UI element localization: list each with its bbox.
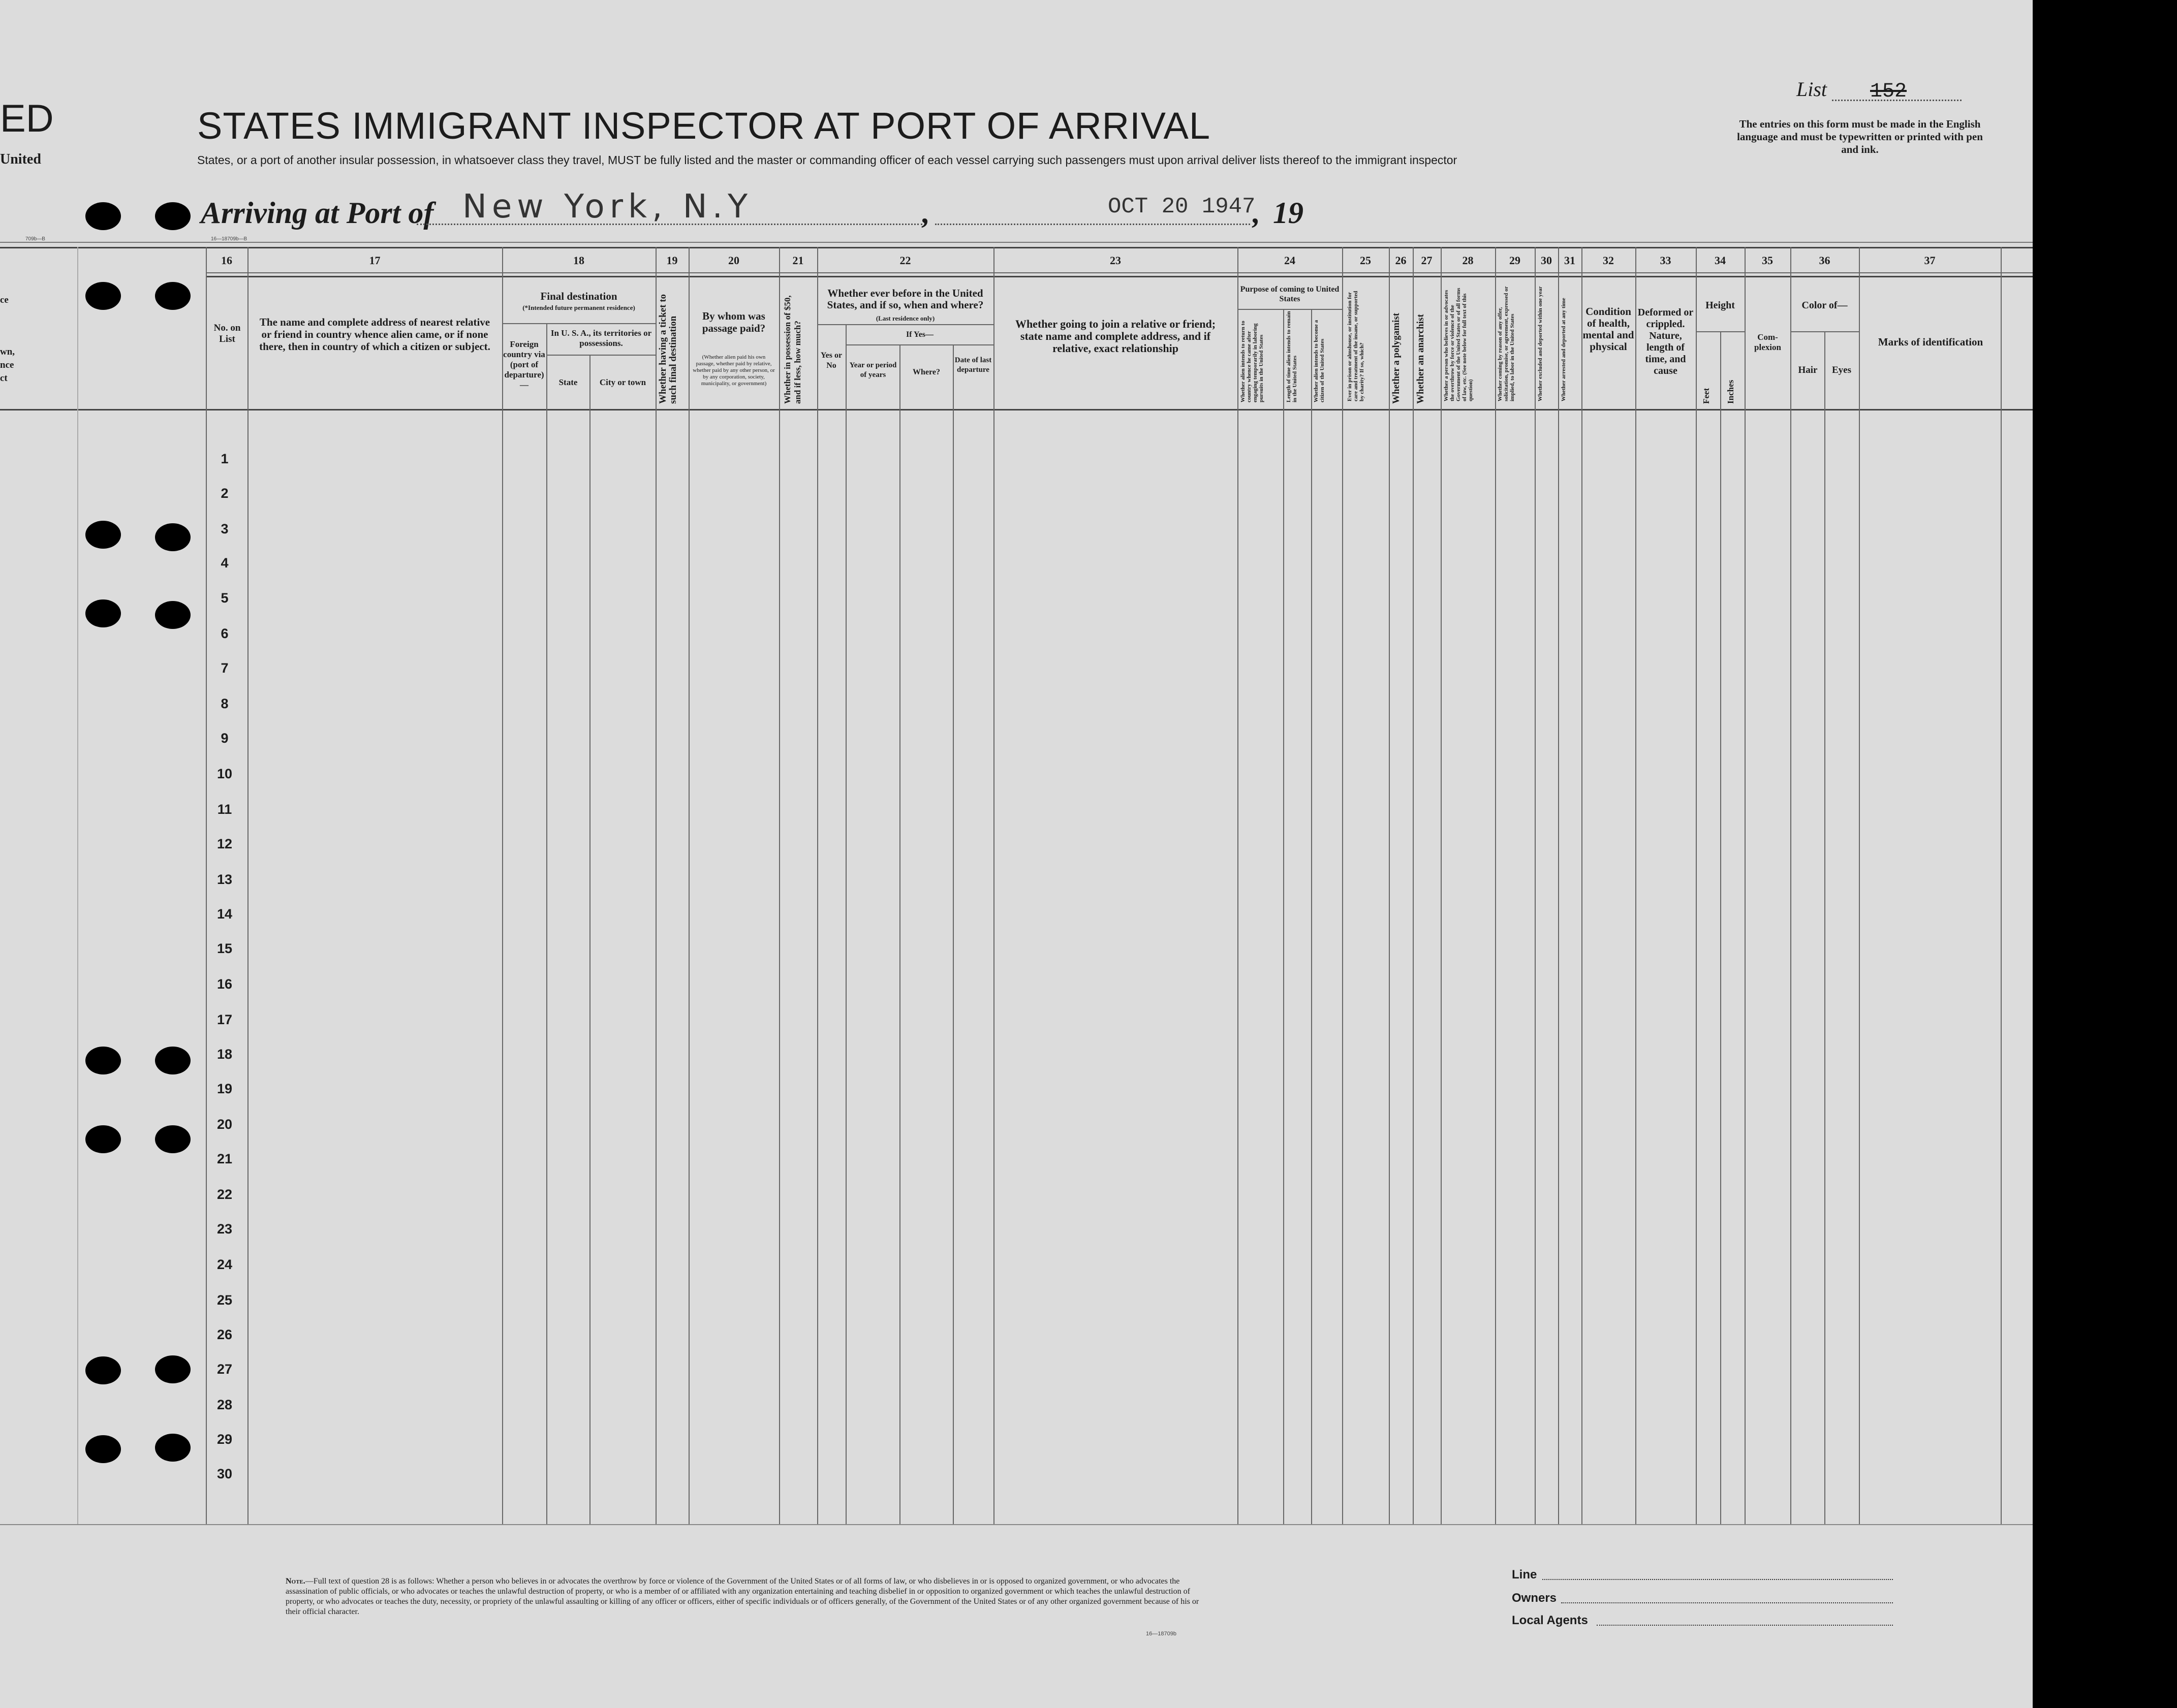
header-ticket: Whether having a ticket to such final destination [658,294,678,404]
margin-col-line-1 [77,247,78,1524]
col-line-31-left [1558,247,1559,1524]
col-line-29-left [1495,247,1496,1524]
row-number: 4 [221,555,229,571]
punch-hole [155,1355,191,1383]
col-number-28: 28 [1462,254,1474,267]
date-line [935,224,1250,225]
col-number-36: 36 [1819,254,1830,267]
separator-comma: , [922,196,930,230]
page-subtitle: States, or a port of another insular possession, in whatsoever class they travel, MUST be fully listed and the master or commanding officer of each vessel carrying such passengers must upon arrival deliver lists thereof to the immigrant inspector [197,153,1457,167]
header-hair: Hair [1798,365,1818,375]
arrival-date-stamp: OCT 20 1947 [1108,194,1256,219]
col-number-19: 19 [666,254,678,267]
col-number-30: 30 [1541,254,1552,267]
header-last-residence: (Last residence only) [876,314,935,322]
col-line-36-left [1790,247,1791,1524]
row-number: 17 [216,1012,233,1027]
c18-sub-rule-2 [546,355,656,356]
header-purpose-citizen: Whether alien intends to become a citizen of the United States [1313,320,1325,402]
header-yes-or-no: Yes or No [820,351,843,370]
punch-hole [85,282,121,310]
header-ever-before-us: Whether ever before in the United States, and if so, when and where? [827,287,984,311]
punch-hole [155,282,191,310]
line-label: Line [1512,1568,1537,1582]
col-number-35: 35 [1762,254,1773,267]
row-number: 22 [216,1187,233,1202]
row-number: 20 [216,1117,233,1132]
col-number-31: 31 [1564,254,1575,267]
col-number-27: 27 [1421,254,1433,267]
punch-hole [85,1047,121,1074]
col-line-19-left [656,247,657,1524]
header-anarchist: Whether an anarchist [1415,314,1426,404]
col-line-25-left [1342,247,1343,1524]
local-agents-label: Local Agents [1512,1614,1588,1627]
header-passage-paid-sub: (Whether alien paid his own passage, whether paid by relative, whether paid by any other person, or by any corporation, society, municipality, or government) [693,354,775,387]
header-number-divider-2 [206,276,2033,277]
row-number: 26 [216,1327,233,1342]
margin-fragment-ce: ce [0,295,9,305]
header-inches: Inches [1726,379,1735,404]
row-number: 23 [216,1221,233,1237]
col-line-34-inches [1720,331,1721,1524]
header-bottom-border [0,409,2033,410]
punch-hole [85,521,121,549]
col-line-30-left [1535,247,1536,1524]
page-title: STATES IMMIGRANT INSPECTOR AT PORT OF ARRIVAL [197,105,1211,147]
header-purpose: Purpose of coming to United States [1240,285,1340,303]
row-number: 24 [216,1257,233,1272]
header-nearest-relative: The name and complete address of nearest relative or friend in country whence alien came, or if none there, then in country of which a citizen or subject. [259,316,490,353]
footer-note [286,1576,1216,1617]
col-number-18: 18 [573,254,584,267]
margin-fragment-united: United [0,151,41,167]
col-line-18-city [589,355,590,1524]
form-instructions: The entries on this form must be made in the English language and must be typewritten or printed with pen and ink. [1737,118,1983,155]
col-number-23: 23 [1110,254,1121,267]
col-line-35-left [1745,247,1746,1524]
footer-note-label: Note. [286,1577,305,1586]
year-prefix: 19 [1273,196,1303,230]
header-date-last-departure: Date of last departure [954,356,992,374]
col-line-36-eyes [1824,331,1825,1524]
col-line-22-period [846,324,847,1524]
col-number-32: 32 [1603,254,1614,267]
list-number: 152 [1870,80,1907,103]
header-final-destination-sub: (*Intended future permanent residence) [522,304,635,311]
col-line-24-left [1237,247,1238,1524]
owners-signature-line [1561,1602,1893,1603]
punch-hole [155,601,191,629]
margin-fragment-wn: wn, [0,346,15,357]
c22-sub-rule [817,324,993,325]
col-line-37-left [1859,247,1860,1524]
local-agents-signature-line [1597,1625,1893,1626]
col-line-18-usa [546,323,547,1524]
col-number-26: 26 [1395,254,1407,267]
margin-fragment-ed: ED [0,97,54,140]
separator-comma-2: , [1253,196,1260,230]
row-number: 16 [216,976,233,992]
col-line-16-left [206,247,207,1524]
margin-fragment-nce: nce [0,360,14,370]
punch-hole [85,202,121,230]
row-number: 28 [216,1397,233,1412]
header-purpose-return: Whether alien intends to return to country whence he came after engaging temporarily in laboring pursuits in the United States [1240,321,1264,402]
col-number-33: 33 [1660,254,1671,267]
header-excluded-deported: Whether excluded and deported within one year [1537,286,1543,401]
col-line-33-left [1635,247,1636,1524]
header-no-on-list: No. on List [213,323,241,344]
row-number: 29 [216,1432,233,1447]
punch-hole [155,202,191,230]
punch-hole [155,1047,191,1074]
col-line-21-left [779,247,780,1524]
footer-note-text: —Full text of question 28 is as follows: Whether a person who believes in or advocates the overthrow by force or violence of the Government of the United States or of all forms of law, or who disbelieves in or is opposed to organized government, or who advocates the assassination of public officials, or who advocates or teaches the unlawful destruction of property, or who is a member of or affiliated with any organization entertaining and teaching disbelief in or opposition to organized government or which teaches the unlawful destruction of property, or who advocates or teaches the duty, necessity, or propriety of the unlawful assaulting or killing of any officer or officers, either of specific individuals or of officers generally, of the Government of the United States or of any other organized government because of his or their official character. [286,1577,1199,1616]
row-number: 3 [221,521,229,536]
list-label: List [1796,78,1827,101]
header-complexion: Com-plexion [1754,332,1781,352]
col-line-17-left [247,247,248,1524]
row-number: 10 [216,766,233,781]
punch-hole [155,523,191,551]
punch-hole [85,599,121,627]
row-number: 5 [221,590,229,606]
form-code: 16—18709b—B [211,236,247,242]
col-line-22-left [817,247,818,1524]
punch-hole [85,1356,121,1384]
col-number-16: 16 [221,254,232,267]
col-number-37: 37 [1924,254,1936,267]
header-year-or-period: Year or period of years [849,361,897,379]
col-number-29: 29 [1509,254,1520,267]
col-line-37-right [2001,247,2002,1524]
c22-sub-rule-2 [846,344,993,345]
header-city-or-town: City or town [599,377,646,387]
header-fifty-dollars: Whether in possession of $50, and if less, how much? [783,295,802,404]
header-prison-almshouse: Ever in prison or almshouse, or institution for care and treatment of the insane, or supported by charity? If so, which? [1347,291,1365,401]
c24-sub-rule [1237,309,1342,310]
col-number-22: 22 [899,254,911,267]
punch-hole [155,1434,191,1462]
header-passage-paid: By whom was passage paid? [702,310,766,334]
owners-label: Owners [1512,1591,1557,1605]
row-number: 6 [221,626,229,641]
col-line-28-left [1441,247,1442,1524]
punch-hole [155,1125,191,1153]
header-arrested-deported: Whether arrested and deported at any time [1561,298,1567,401]
row-number: 25 [216,1292,233,1308]
punch-hole [85,1435,121,1463]
col-number-20: 20 [728,254,739,267]
margin-fragment-ct: ct [0,373,8,384]
row-number: 15 [216,941,233,956]
col-number-25: 25 [1360,254,1371,267]
arriving-label: Arriving at Port of [201,196,434,230]
header-foreign-country: Foreign country via (port of departure)— [503,339,545,390]
col-line-23-left [993,247,994,1524]
col-number-21: 21 [792,254,804,267]
row-number: 1 [221,451,229,466]
col-number-34: 34 [1715,254,1726,267]
row-number: 18 [216,1047,233,1062]
row-number: 30 [216,1466,233,1481]
header-offer-labor: Whether coming by reason of any offer, solicitation, promise, or agreement, expressed or implied, to labor in the United States [1497,286,1515,401]
col-line-34-left [1696,247,1697,1524]
col-line-24-c [1311,309,1312,1524]
header-color-of: Color of— [1801,300,1848,311]
header-feet: Feet [1701,388,1711,404]
c18-sub-rule [502,323,656,324]
header-eyes: Eyes [1832,365,1851,375]
row-number: 2 [221,486,229,501]
col-line-22-where [899,344,900,1524]
header-overthrow: Whether a person who believes in or advocates the overthrow by force or violence of the Government of the United States or of all forms of law, etc. (See note below for full text of this question) [1443,288,1474,401]
row-number: 12 [216,836,233,851]
row-number: 9 [221,731,229,746]
header-condition-health: Condition of health, mental and physical [1582,305,1634,353]
col-line-27-left [1413,247,1414,1524]
table-bottom-border [0,1524,2033,1525]
header-if-yes: If Yes— [906,330,934,339]
col-line-20-left [689,247,690,1524]
row-number: 27 [216,1362,233,1377]
row-number: 11 [217,802,232,817]
header-state: State [558,377,578,387]
form-code-left: 709b—B [25,236,45,242]
header-purpose-length: Length of time alien intends to remain in the United States [1286,311,1298,402]
row-number: 7 [221,660,229,676]
row-number: 13 [216,872,233,887]
row-number: 21 [216,1151,233,1166]
col-line-24-b [1283,309,1284,1524]
header-height: Height [1705,300,1735,311]
table-top-border [0,247,2033,248]
header-polygamist: Whether a polygamist [1391,312,1402,404]
row-number: 8 [221,696,229,711]
header-in-usa: In U. S. A., its territories or possessions. [550,328,652,348]
col-number-24: 24 [1284,254,1295,267]
port-value: New York, N.Y [462,188,753,226]
row-number: 19 [216,1081,233,1096]
col-number-17: 17 [369,254,381,267]
header-deformed: Deformed or crippled. Nature, length of time, and cause [1637,307,1694,376]
line-signature-line [1542,1579,1893,1580]
col-line-32-left [1581,247,1582,1524]
footer-form-code: 16—18709b [1146,1631,1176,1637]
row-number: 14 [216,906,233,922]
top-rule [0,242,2033,243]
punch-hole [85,1125,121,1153]
header-number-divider [206,272,2033,273]
col-line-26-left [1389,247,1390,1524]
col-line-18-left [502,247,503,1524]
header-marks-identification: Marks of identification [1878,336,1983,348]
header-where: Where? [913,368,940,376]
header-join-relative: Whether going to join a relative or friend; state name and complete address, and if relative, exact relationship [1015,318,1216,355]
col-line-22-date [953,344,954,1524]
header-final-destination: Final destination [540,290,617,302]
